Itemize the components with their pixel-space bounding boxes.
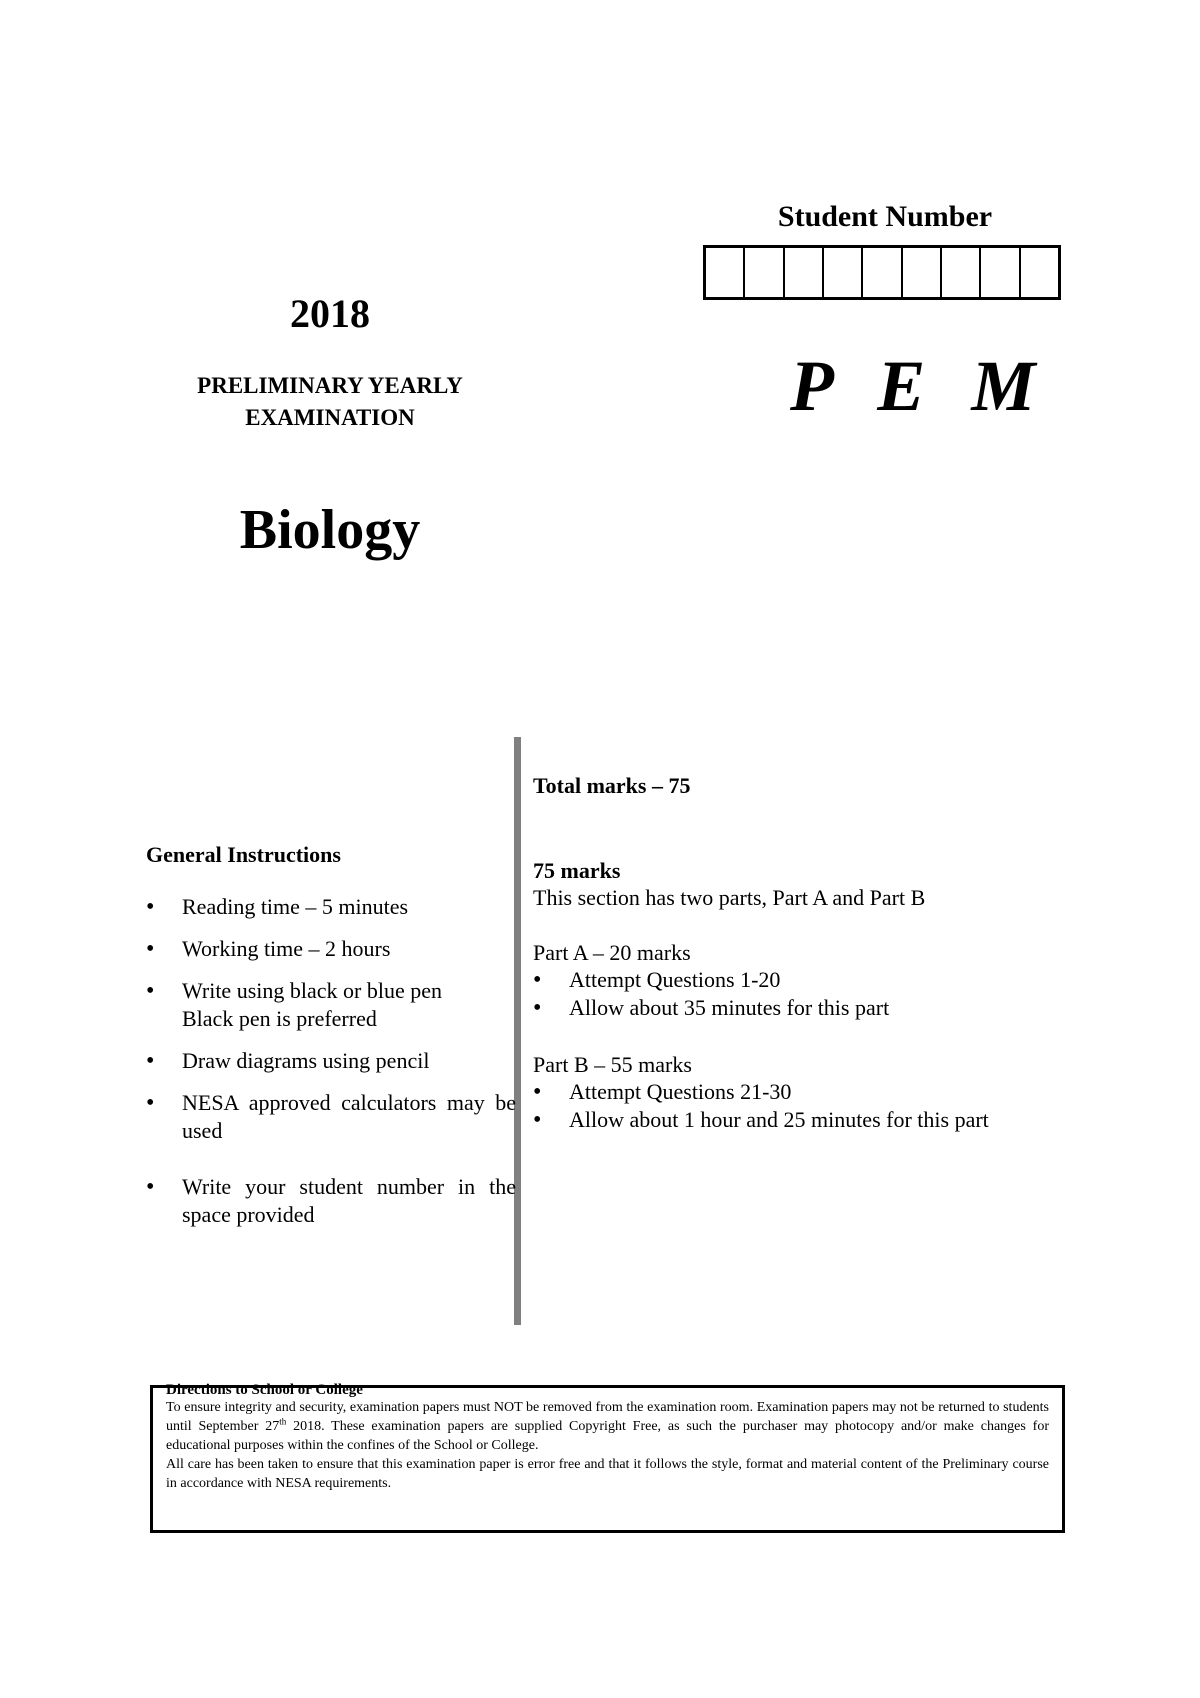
instruction-item: • Working time – 2 hours xyxy=(146,935,516,963)
student-number-digit-box[interactable] xyxy=(903,248,942,297)
directions-box xyxy=(150,1382,1065,1533)
student-number-label: Student Number xyxy=(777,200,993,233)
part-b-item: • Attempt Questions 21-30 xyxy=(533,1078,1093,1106)
instruction-item: • NESA approved calculators may be used xyxy=(146,1089,516,1145)
general-instructions-heading: General Instructions xyxy=(146,842,341,867)
pem-logo: P E M xyxy=(790,346,1050,426)
subject-title: Biology xyxy=(239,499,421,561)
instruction-item: • Draw diagrams using pencil xyxy=(146,1047,516,1075)
student-number-digit-box[interactable] xyxy=(863,248,902,297)
part-a-block xyxy=(533,940,1093,1022)
directions-text xyxy=(166,1398,1049,1493)
instruction-item: • Write your student number in the space provided xyxy=(146,1173,516,1229)
general-instructions-list xyxy=(146,893,516,1243)
instruction-line: • Write using black or blue pen xyxy=(182,978,442,1003)
part-a-item: • Attempt Questions 1-20 xyxy=(533,966,1093,994)
part-b-heading: Part B – 55 marks xyxy=(533,1052,692,1077)
exam-year: 2018 xyxy=(290,291,370,336)
directions-heading: Directions to School or College xyxy=(166,1382,363,1398)
student-number-digit-box[interactable] xyxy=(785,248,824,297)
part-b-item: • Allow about 1 hour and 25 minutes for this part xyxy=(533,1106,1093,1134)
part-a-heading: Part A – 20 marks xyxy=(533,940,691,965)
student-number-digit-box[interactable] xyxy=(745,248,784,297)
total-marks: Total marks – 75 xyxy=(533,773,691,798)
student-number-digit-box[interactable] xyxy=(942,248,981,297)
ordinal-suffix: th xyxy=(279,1416,287,1427)
directions-paragraph: All care has been taken to ensure that this examination paper is error free and that it follows the style, format and material content of the Preliminary course in accordance with NESA requirements. xyxy=(166,1457,1049,1491)
exam-title-line: PRELIMINARY YEARLY xyxy=(197,373,463,398)
part-a-list xyxy=(533,966,1093,1022)
part-b-block xyxy=(533,1052,1093,1134)
student-number-digit-box[interactable] xyxy=(824,248,863,297)
student-number-digit-box[interactable] xyxy=(1021,248,1058,297)
student-number-boxes[interactable] xyxy=(703,245,1061,300)
student-number-digit-box[interactable] xyxy=(706,248,745,297)
instruction-item: • Reading time – 5 minutes xyxy=(146,893,516,921)
directions-text-span: To ensure integrity and security, examination papers must NOT be removed from the examination room. Examination papers may not be returned to students until September 27 xyxy=(166,1400,1049,1434)
instruction-item xyxy=(146,977,516,1033)
section-description: This section has two parts, Part A and Part B xyxy=(533,885,926,910)
student-number-digit-box[interactable] xyxy=(981,248,1020,297)
part-a-item: • Allow about 35 minutes for this part xyxy=(533,994,1093,1022)
directions-text-span: 2018. These examination papers are supplied Copyright Free, as such the purchaser may photocopy and/or make changes for educational purposes within the confines of the School or College. xyxy=(166,1419,1049,1453)
part-b-list xyxy=(533,1078,1093,1134)
exam-title-line: EXAMINATION xyxy=(245,405,415,430)
section-marks: 75 marks xyxy=(533,858,621,883)
exam-title xyxy=(150,370,510,434)
instruction-line: Black pen is preferred xyxy=(182,1006,377,1031)
directions-paragraph xyxy=(166,1398,1049,1455)
